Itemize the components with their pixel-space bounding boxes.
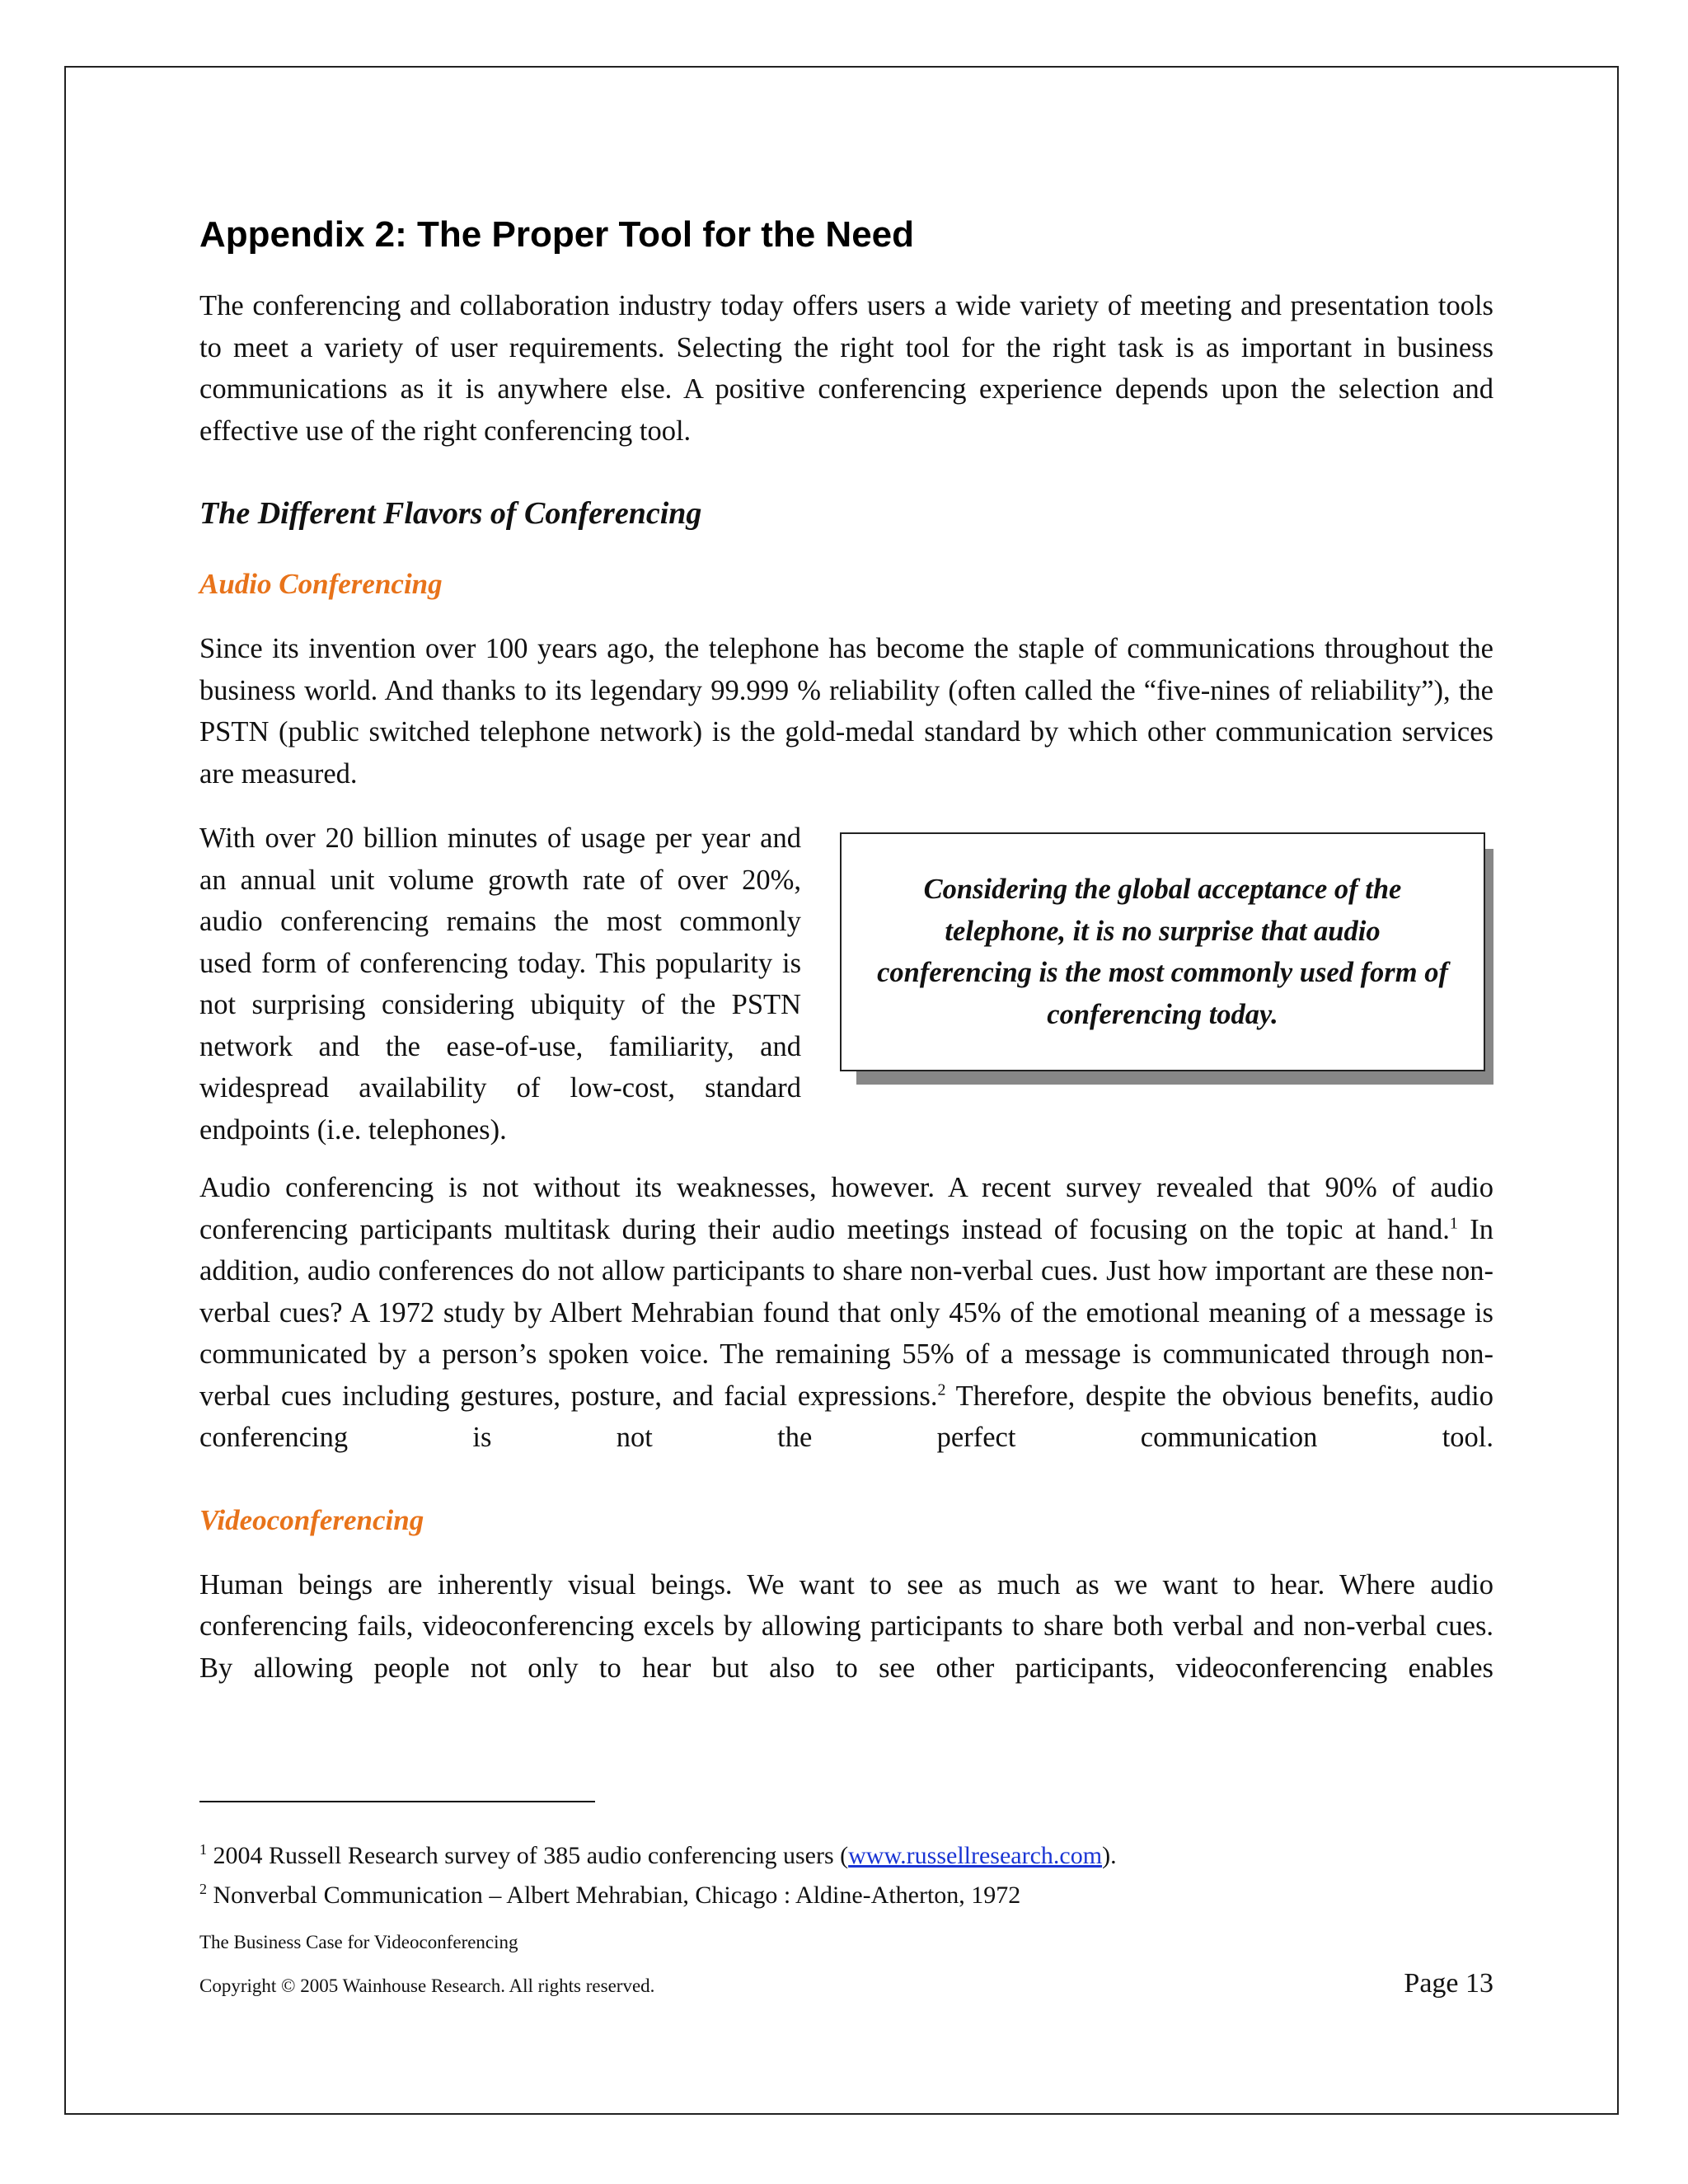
page-title: Appendix 2: The Proper Tool for the Need: [199, 214, 915, 255]
footnote-ref-2[interactable]: 2: [937, 1380, 946, 1399]
audio-conferencing-heading: Audio Conferencing: [199, 568, 443, 600]
russell-research-link[interactable]: www.russellresearch.com: [848, 1842, 1103, 1869]
audio-paragraph-1: Since its invention over 100 years ago, the telephone has become the staple of communications throughout the business world. And thanks to its legendary 99.999 % reliability (often called the “five-nines of reliability”), the PSTN (public switched telephone network) is the gold-medal standard by which other communication services are measured.: [199, 633, 1493, 790]
audio-callout-section: [199, 818, 1493, 1151]
footnote-2: $^2$ Nonverbal Communication – Albert Mehrabian, Chicago : Aldine-Atherton, 1972: [199, 1881, 1021, 1909]
audio-paragraph-2: With over 20 billion minutes of usage per year and an annual unit volume growth rate of over 20%, audio conferencing remains the most commonly used form of conferencing today. This popularity is not surprising considering ubiquity of the PSTN network and the ease-of-use, familiarity, and widespread availability of low-cost, standard endpoints (i.e. telephones).: [199, 823, 801, 1146]
footer-document-title: The Business Case for Videoconferencing: [199, 1932, 518, 1952]
footnote-divider: [199, 1801, 595, 1802]
intro-paragraph: The conferencing and collaboration industry today offers users a wide variety of meeting and presentation tools to meet a variety of user requirements. Selecting the right tool for the right task is as important in business communications as it is anywhere else. A positive conferencing experience depends upon the selection and effective use of the right conferencing tool.: [199, 290, 1493, 447]
video-paragraph-1: Human beings are inherently visual beings. We want to see as much as we want to hear. Where audio conferencing fails, videoconferencing excels by allowing participants to share both verbal and non-verbal cues. By allowing people not only to hear but also to see other participants, videoconferencing enables: [199, 1568, 1493, 1684]
footer-copyright: Copyright © 2005 Wainhouse Research. All rights reserved.: [199, 1975, 655, 1996]
pull-quote: [840, 832, 1493, 1085]
videoconferencing-heading: Videoconferencing: [199, 1503, 424, 1536]
footnote-1: $^1$ 2004 Russell Research survey of 385 audio conferencing users (www.russellresearch.com).: [199, 1841, 1117, 1869]
section-title: The Different Flavors of Conferencing: [199, 496, 702, 531]
pull-quote-text: Considering the global acceptance of the telephone, it is no surprise that audio conferencing is the most commonly used form of conferencing today.: [877, 874, 1448, 1030]
footnotes: [199, 1836, 1493, 1915]
footnote-ref-1[interactable]: 1: [1449, 1214, 1458, 1232]
page-number: Page 13: [1404, 1968, 1493, 1999]
audio-paragraph-3: Audio conferencing is not without its weaknesses, however. A recent survey revealed that 90% of audio conferencing participants multitask during their audio meetings instead of focusing on the topic at hand.$^1$ In addition, audio conferences do not allow participants to share non-verbal cues. Just how important are these non-verbal cues? A 1972 study by Albert Mehrabian found that only 45% of the emotional meaning of a message is communicated by a person’s spoken voice. The remaining 55% of a message is communicated through non-verbal cues including gestures, posture, and facial expressions.$^2$ Therefore, despite the obvious benefits, audio conferencing is not the perfect communication tool.: [199, 1172, 1493, 1453]
pull-quote-box: [840, 832, 1485, 1071]
page-footer: [199, 1930, 1493, 1999]
page-content: [199, 213, 1493, 1689]
